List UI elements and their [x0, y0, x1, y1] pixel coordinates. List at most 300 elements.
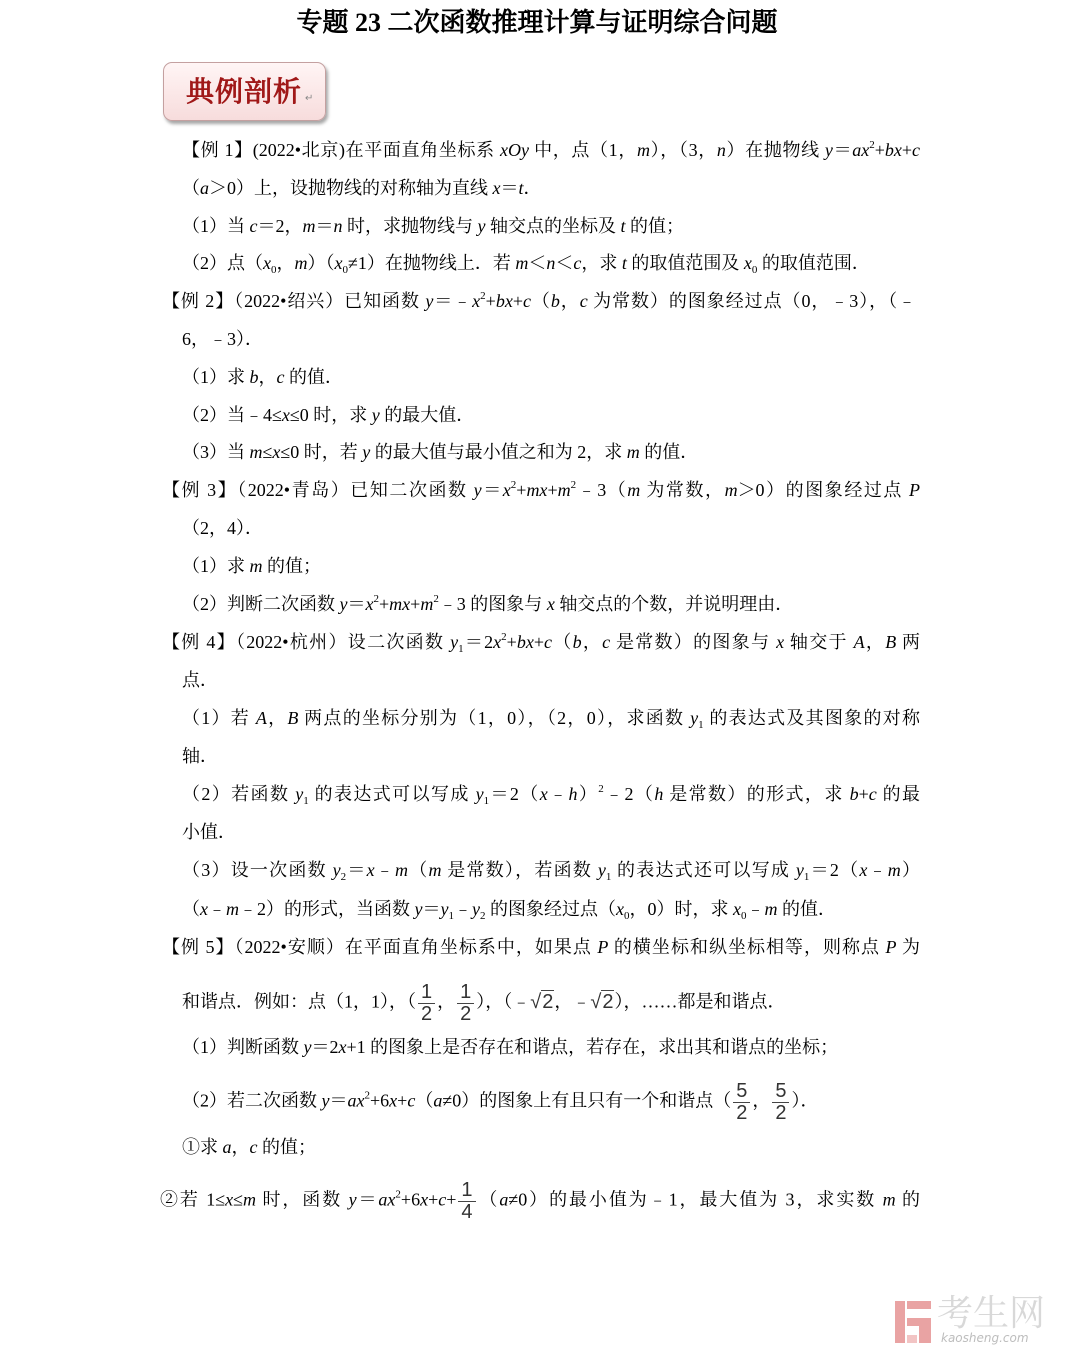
text-run: ≠0）的图象上有且只有一个和谐点（	[442, 1090, 732, 1111]
text-run: 的值；	[257, 1137, 316, 1157]
subscript: 0	[741, 910, 747, 922]
text-run: 为常数）的图象经过点（0，﹣3），（﹣	[587, 291, 917, 311]
fraction-denominator: 2	[460, 1003, 472, 1025]
math-variable: h	[654, 784, 664, 804]
subscript: 1	[458, 643, 464, 655]
text-run: ）（	[307, 253, 335, 273]
text-run: （	[182, 899, 200, 919]
text-run: 的表达式及其图象的对称	[703, 708, 921, 728]
text-run: 小值．	[182, 822, 236, 842]
fraction-denominator: 4	[461, 1201, 473, 1223]
math-variable: t	[518, 178, 524, 198]
radical-sign: √	[530, 990, 542, 1013]
math-variable: x	[539, 784, 548, 804]
text-run: （	[477, 1189, 500, 1210]
radical-sign: √	[590, 990, 602, 1013]
subscript: 1	[303, 795, 309, 807]
example-1-line	[182, 137, 920, 163]
math-variable: x	[272, 442, 281, 462]
superscript: 2	[869, 139, 875, 151]
math-variable: c	[438, 1189, 447, 1210]
text-run: ）．	[791, 1090, 819, 1111]
text-run: ＝	[347, 594, 366, 614]
subscript: 1	[698, 719, 704, 731]
example-1-question-1	[182, 213, 684, 239]
text-run: 是常数），若函数	[441, 860, 598, 880]
fraction-denominator: 2	[775, 1102, 787, 1124]
text-run: 为	[896, 937, 921, 957]
math-variable: y	[303, 1037, 312, 1057]
math-variable: y	[362, 442, 371, 462]
example-5-question-2	[182, 1080, 819, 1124]
math-variable: m	[887, 860, 901, 880]
text-run: ）在抛物线	[725, 140, 825, 160]
math-variable: y	[477, 216, 486, 236]
math-variable: x	[733, 899, 741, 919]
text-run: （1）求	[182, 556, 250, 576]
text-run: ，	[276, 253, 295, 273]
math-variable: A	[853, 632, 865, 652]
example-5-subquestion-1	[182, 1134, 316, 1160]
superscript: 2	[510, 479, 517, 491]
example-4-question-1-cont	[182, 743, 218, 769]
subscript: 2	[340, 871, 347, 883]
subscript: 0	[624, 910, 630, 922]
math-variable: y	[597, 860, 606, 880]
text-run: ≤0 时，若	[280, 442, 363, 462]
math-variable: x	[281, 405, 290, 425]
text-run: 轴．	[182, 746, 218, 766]
math-variable: m	[395, 860, 409, 880]
math-variable: bx	[495, 291, 513, 311]
text-run: （	[551, 632, 573, 652]
math-variable: m	[557, 480, 571, 500]
text-run: ，	[752, 1090, 771, 1111]
text-run: （3）设一次函数	[182, 860, 333, 880]
text-run: 轴交于	[784, 632, 854, 652]
text-run: （2）当﹣4≤	[182, 405, 282, 425]
example-4-question-3-cont	[182, 896, 836, 922]
example-5-subquestion-2	[160, 1179, 920, 1223]
watermark-brand: 考生网	[937, 1293, 1046, 1334]
subscript: 1	[803, 871, 810, 883]
text-run: ＝	[315, 216, 334, 236]
math-variable: b	[572, 632, 582, 652]
text-run: ＝2	[463, 632, 494, 652]
text-run: （2）点（	[182, 253, 263, 273]
math-variable: x	[225, 1189, 234, 1210]
text-run: 【例 3】（2022•青岛）已知二次函数	[162, 480, 474, 500]
math-variable: P	[597, 937, 609, 957]
text-run: ﹣2）的形式，当函数	[239, 899, 415, 919]
text-run: 的最大值与最小值之和为 2，求	[370, 442, 627, 462]
watermark-domain: kaosheng.com	[941, 1331, 1029, 1345]
math-variable: x	[420, 1189, 429, 1210]
subscript: 1	[483, 795, 490, 807]
fraction-denominator: 2	[421, 1003, 433, 1025]
example-2-question-2	[182, 402, 474, 428]
text-run: 的取值范围及	[626, 253, 744, 273]
superscript: 2	[501, 631, 507, 643]
text-run: ﹣	[454, 899, 472, 919]
text-run: 的最大值．	[379, 405, 475, 425]
example-2-line	[162, 288, 916, 314]
text-run: ＜	[555, 253, 574, 273]
text-run: ＜	[528, 253, 547, 273]
text-run: 【例 4】（2022•杭州）设二次函数	[162, 632, 451, 652]
text-run: 的	[895, 1189, 920, 1210]
math-variable: m	[294, 253, 308, 273]
text-run: +	[516, 480, 527, 500]
example-5-line	[182, 981, 786, 1025]
text-run: ≠1）在抛物线上．若	[348, 253, 516, 273]
math-variable: x	[743, 253, 752, 273]
example-5-line	[162, 934, 920, 960]
text-run: ），（3，	[649, 140, 717, 160]
text-run: （	[530, 291, 551, 311]
fraction-numerator: 1	[418, 982, 435, 1004]
math-variable: x	[263, 253, 271, 273]
text-run: ＝2，	[257, 216, 303, 236]
text-run: ＝2	[311, 1037, 339, 1057]
math-variable: ax	[378, 1189, 396, 1210]
math-variable: bx	[516, 632, 534, 652]
section-badge-label: 典例剖析	[186, 75, 303, 108]
text-run: +	[533, 632, 544, 652]
text-run: ，	[864, 632, 886, 652]
math-variable: y	[475, 784, 484, 804]
text-run: ＞0）的图象经过点	[737, 480, 910, 500]
example-4-question-2	[182, 781, 920, 807]
superscript: 2	[598, 783, 604, 795]
text-run: 中，点（1，	[528, 140, 637, 160]
text-run: 的表达式可以写成	[308, 784, 476, 804]
superscript: 2	[364, 1089, 370, 1102]
text-run: ）	[577, 784, 599, 804]
math-variable: x	[859, 860, 868, 880]
math-variable: n	[546, 253, 556, 273]
math-variable: b	[550, 291, 560, 311]
example-1-question-2	[182, 250, 870, 276]
text-run: 的取值范围．	[757, 253, 870, 273]
math-variable: y	[332, 860, 341, 880]
text-run: 两点的坐标分别为（1，0），（2，0），求函数	[298, 708, 691, 728]
text-run: +	[446, 1189, 457, 1210]
text-run: （2）判断二次函数	[182, 594, 340, 614]
text-run: 轴交点的坐标及	[485, 216, 621, 236]
page-title: 专题 23 二次函数推理计算与证明综合问题	[296, 8, 778, 37]
math-variable: m	[882, 1189, 896, 1210]
example-4-question-1	[182, 705, 920, 731]
fraction-numerator: 1	[458, 1180, 475, 1202]
text-run: （1）判断函数	[182, 1037, 304, 1057]
text-run: +6	[370, 1090, 390, 1111]
math-variable: m	[724, 480, 738, 500]
math-variable: c	[579, 291, 588, 311]
math-variable: P	[909, 480, 921, 500]
text-run: ，	[559, 291, 580, 311]
example-2-question-1	[182, 364, 343, 390]
math-variable: x	[389, 1090, 398, 1111]
subscript: 0	[271, 264, 277, 276]
text-run: 为常数，	[640, 480, 725, 500]
fraction	[457, 982, 474, 1025]
math-variable: c	[573, 253, 582, 273]
superscript: 2	[433, 593, 439, 605]
subscript: 2	[480, 910, 486, 922]
subscript: 0	[751, 264, 758, 276]
math-variable: c	[249, 216, 258, 236]
text-run: ，	[581, 632, 603, 652]
math-variable: c	[249, 1137, 258, 1157]
math-variable: y	[690, 708, 699, 728]
fraction	[733, 1081, 750, 1124]
section-badge	[163, 62, 326, 121]
example-3-line	[182, 515, 263, 541]
math-variable: y	[440, 899, 449, 919]
text-run: +	[858, 784, 869, 804]
math-variable: mx	[526, 480, 548, 500]
math-variable: x	[546, 594, 555, 614]
text-run: ﹣3 的图象与	[438, 594, 547, 614]
math-variable: c	[407, 1090, 416, 1111]
text-run: 时，求抛物线与	[342, 216, 478, 236]
fraction-numerator: 5	[772, 1081, 789, 1103]
math-variable: y	[824, 140, 833, 160]
math-variable: m	[302, 216, 316, 236]
text-run: ﹣	[867, 860, 888, 880]
math-variable: x	[493, 632, 502, 652]
math-variable: x	[492, 178, 501, 198]
math-variable: y	[473, 480, 482, 500]
text-run: ＝	[356, 1189, 379, 1210]
text-run: +	[874, 140, 885, 160]
math-variable: m	[249, 556, 263, 576]
subscript: 1	[448, 910, 454, 922]
math-variable: m	[764, 899, 778, 919]
radicand: 2	[602, 990, 614, 1013]
text-run: ﹣	[746, 899, 765, 919]
text-run: （	[408, 860, 429, 880]
text-run: ，﹣	[554, 991, 591, 1012]
math-variable: B	[287, 708, 299, 728]
math-variable: a	[222, 1137, 232, 1157]
text-run: ＝	[500, 178, 519, 198]
square-root	[530, 989, 554, 1015]
fraction	[418, 982, 435, 1025]
text-run: +	[379, 594, 390, 614]
math-variable: c	[522, 291, 531, 311]
example-3-question-1	[182, 553, 321, 579]
text-run: +	[410, 594, 421, 614]
math-variable: y	[472, 899, 480, 919]
math-variable: x	[334, 253, 343, 273]
math-variable: t	[621, 253, 627, 273]
text-run: （	[182, 178, 200, 198]
example-4-question-3	[182, 857, 920, 883]
math-variable: y	[295, 784, 304, 804]
example-3-line	[162, 477, 920, 503]
text-run: 【例 5】（2022•安顺）在平面直角坐标系中，如果点	[162, 937, 598, 957]
text-run: ，	[266, 708, 288, 728]
example-4-question-2-cont	[182, 819, 236, 845]
math-variable: x	[776, 632, 785, 652]
subscript: 0	[342, 264, 348, 276]
fraction-numerator: 5	[733, 1081, 750, 1103]
math-variable: xOy	[499, 140, 529, 160]
text-run: 的值．	[284, 367, 343, 387]
paragraph-mark: ↵	[305, 93, 314, 104]
math-variable: c	[868, 784, 877, 804]
example-4-line	[182, 667, 218, 693]
text-run: +	[901, 140, 913, 160]
math-variable: m	[226, 899, 239, 919]
text-run: 的值．	[639, 442, 699, 462]
math-variable: ax	[347, 1090, 365, 1111]
text-run: （1）若	[182, 708, 256, 728]
math-variable: x	[338, 1037, 347, 1057]
kaosheng-logo-icon	[893, 1299, 933, 1345]
math-variable: B	[885, 632, 897, 652]
math-variable: bx	[884, 140, 902, 160]
superscript: 2	[480, 290, 486, 302]
text-run: ≤	[233, 1189, 244, 1210]
example-3-question-2	[182, 591, 793, 617]
math-variable: y	[450, 632, 459, 652]
text-run: +	[397, 1090, 408, 1111]
text-run: 和谐点．例如：点（1，1），（	[182, 991, 416, 1012]
math-variable: m	[636, 140, 650, 160]
math-variable: n	[333, 216, 343, 236]
text-run: +	[512, 291, 523, 311]
text-run: 的最	[876, 784, 921, 804]
text-run: ，	[231, 1137, 250, 1157]
text-run: ＝﹣	[433, 291, 473, 311]
text-run: ）	[900, 860, 921, 880]
superscript: 2	[395, 1188, 401, 1201]
math-variable: m	[428, 860, 442, 880]
text-run: 【例 1】(2022•北京)在平面直角坐标系	[182, 140, 500, 160]
math-variable: y	[371, 405, 380, 425]
text-run: ＝2（	[809, 860, 860, 880]
text-run: ，0）时，求	[629, 899, 733, 919]
math-variable: x	[472, 291, 481, 311]
math-variable: b	[849, 784, 859, 804]
subscript: 1	[605, 871, 612, 883]
text-run: ＝	[422, 899, 441, 919]
math-variable: A	[255, 708, 267, 728]
text-run: 是常数）的形式，求	[663, 784, 850, 804]
math-variable: m	[627, 480, 641, 500]
text-run: ＞0）上，设抛物线的对称轴为直线	[209, 178, 493, 198]
text-run: （1）当	[182, 216, 250, 236]
text-run: ＝	[832, 140, 853, 160]
text-run: ﹣3（	[576, 480, 628, 500]
text-run: （3）当	[182, 442, 250, 462]
text-run: 点．	[182, 670, 218, 690]
text-run: 时，函数	[256, 1189, 349, 1210]
example-4-line	[162, 629, 920, 655]
superscript: 2	[570, 479, 577, 491]
text-run: 的值；	[625, 216, 685, 236]
text-run: ﹣2（	[603, 784, 655, 804]
math-variable: x	[366, 860, 375, 880]
math-variable: a	[200, 178, 209, 198]
text-run: ②若 1≤	[160, 1189, 226, 1210]
text-run: +	[485, 291, 496, 311]
math-variable: mx	[389, 594, 411, 614]
math-variable: c	[602, 632, 611, 652]
superscript: 2	[373, 593, 379, 605]
math-variable: ax	[852, 140, 870, 160]
example-1-line	[182, 175, 542, 201]
fraction	[458, 1180, 475, 1223]
text-run: （1）求	[182, 367, 250, 387]
text-run: +	[428, 1189, 439, 1210]
math-variable: c	[543, 632, 552, 652]
math-variable: y	[414, 899, 423, 919]
math-variable: c	[912, 140, 921, 160]
math-variable: m	[420, 594, 434, 614]
text-run: ＝	[329, 1090, 348, 1111]
text-run: （2，4）．	[182, 518, 263, 538]
example-5-question-1	[182, 1034, 838, 1060]
math-variable: x	[616, 899, 624, 919]
math-variable: y	[425, 291, 434, 311]
text-run: ），（﹣	[476, 991, 531, 1012]
math-variable: x	[200, 899, 208, 919]
text-run: 轴交点的个数，并说明理由．	[554, 594, 794, 614]
math-variable: a	[499, 1189, 509, 1210]
text-run: ﹣	[374, 860, 396, 880]
text-run: 的值．	[777, 899, 836, 919]
text-run: ≠0）的最小值为﹣1，最大值为 3，求实数	[508, 1189, 883, 1210]
math-variable: b	[249, 367, 259, 387]
text-run: ＝	[481, 480, 503, 500]
fraction-denominator: 2	[736, 1102, 748, 1124]
math-variable: m	[515, 253, 529, 273]
text-run: （2）若函数	[182, 784, 296, 804]
text-run: 是常数）的图象与	[610, 632, 777, 652]
math-variable: y	[348, 1189, 357, 1210]
text-run: （	[415, 1090, 434, 1111]
math-variable: x	[502, 480, 511, 500]
text-run: +	[506, 632, 517, 652]
text-run: ，	[258, 367, 277, 387]
math-variable: t	[620, 216, 626, 236]
math-variable: h	[568, 784, 578, 804]
math-variable: m	[243, 1189, 257, 1210]
text-run: （2）若二次函数	[182, 1090, 322, 1111]
text-run: 的表达式还可以写成	[611, 860, 796, 880]
square-root	[590, 989, 614, 1015]
text-run: ，	[437, 991, 456, 1012]
fraction-numerator: 1	[457, 982, 474, 1004]
text-run: 两	[896, 632, 920, 652]
math-variable: y	[339, 594, 348, 614]
text-run: ﹣	[547, 784, 569, 804]
math-variable: x	[365, 594, 374, 614]
text-run: ①求	[182, 1137, 223, 1157]
text-run: ＝2（	[489, 784, 540, 804]
text-run: ≤0 时，求	[289, 405, 372, 425]
math-variable: m	[626, 442, 640, 462]
radicand: 2	[542, 990, 554, 1013]
text-run: ，求	[581, 253, 622, 273]
math-variable: y	[321, 1090, 330, 1111]
text-run: ﹣	[208, 899, 226, 919]
text-run: +1 的图象上是否存在和谐点，若存在，求出其和谐点的坐标；	[346, 1037, 839, 1057]
